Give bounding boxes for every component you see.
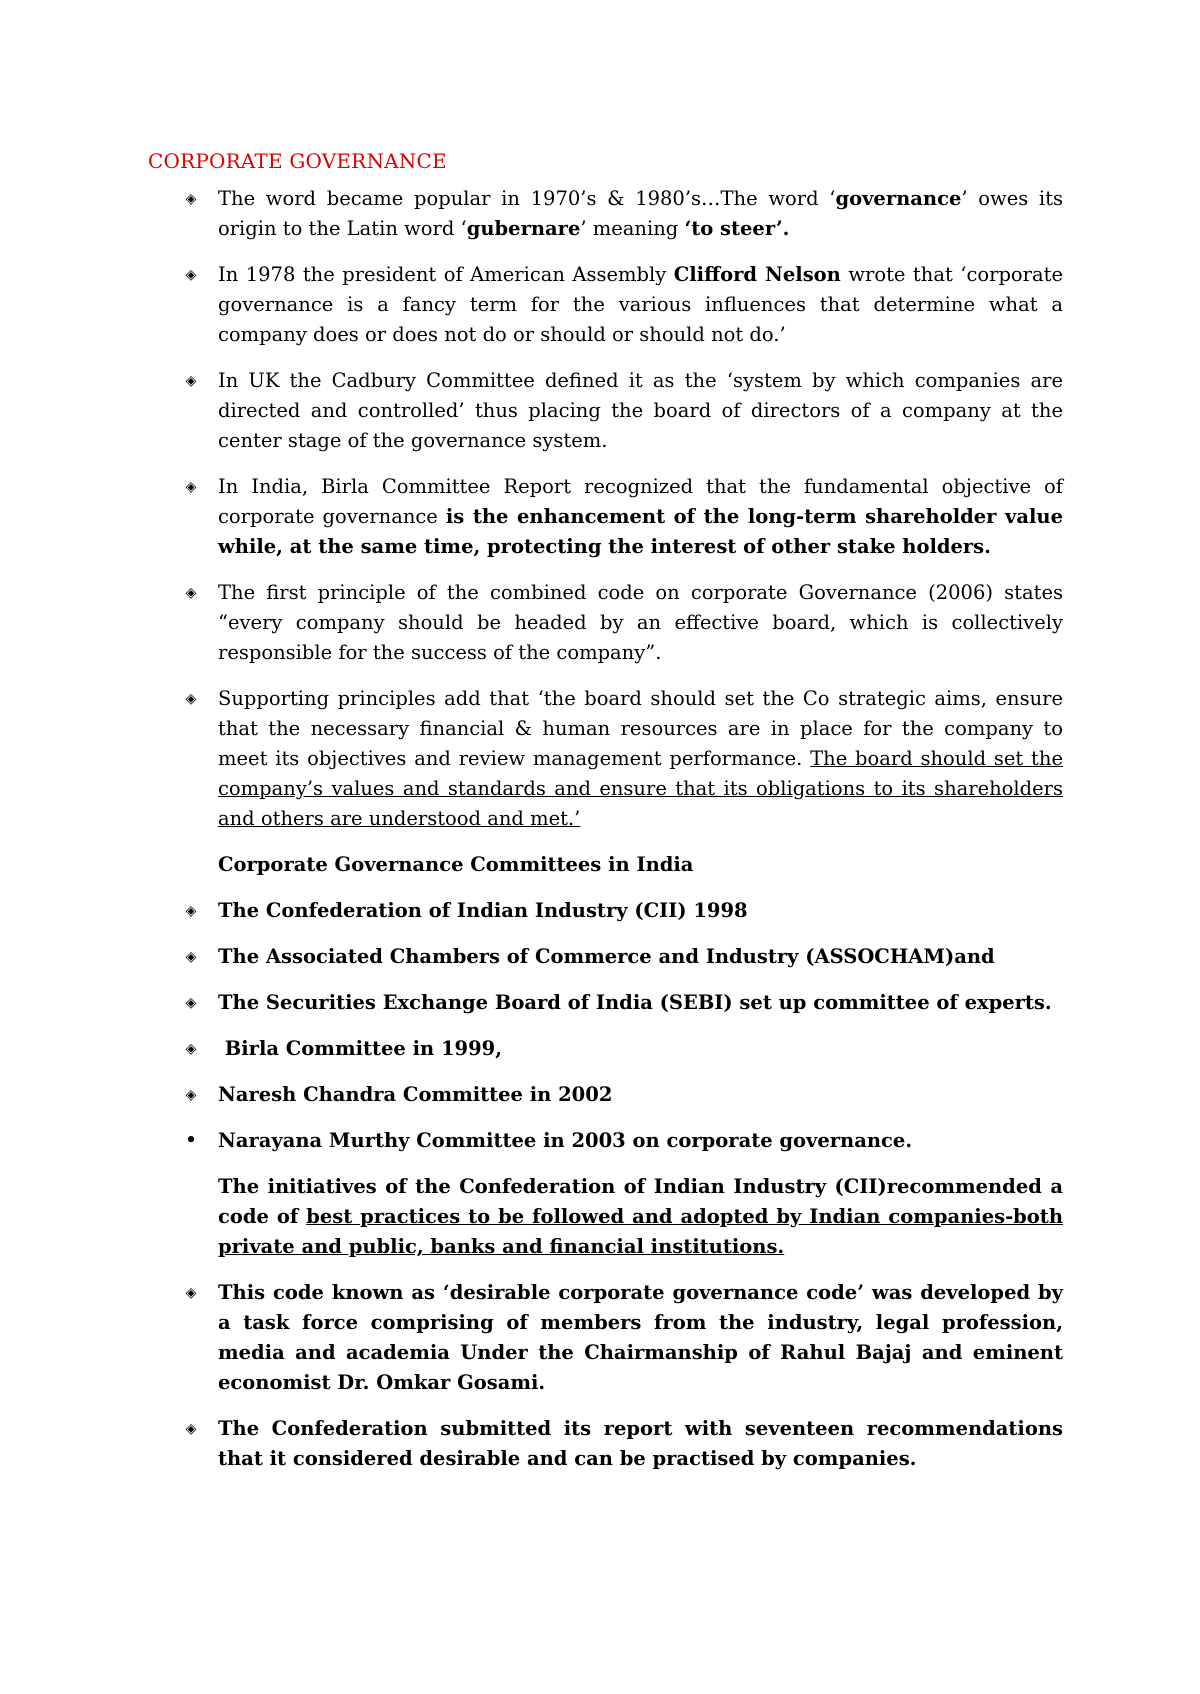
committees-heading: Corporate Governance Committees in India	[218, 853, 694, 876]
diamond-bullet-icon: ◈	[185, 373, 197, 389]
bullet-item: ◈ The first principle of the combined code on corporate Governance (2006) states “every company should be headed by an effective board, which is collectively responsible for the success of the company”.	[148, 578, 1063, 668]
bullet-item: ◈ This code known as ‘desirable corporate governance code’ was developed by a task force comprising of members from the industry, legal profession, media and academia Under the Chairmanship of Rahul Bajaj and eminent economist Dr. Omkar Gosami.	[148, 1278, 1063, 1398]
diamond-bullet-icon: ◈	[185, 903, 197, 919]
committee-item: ◈ The Securities Exchange Board of India (SEBI) set up committee of experts.	[148, 988, 1063, 1018]
dot-bullet-icon: •	[185, 1130, 197, 1151]
document-title: CORPORATE GOVERNANCE	[148, 149, 447, 173]
diamond-bullet-icon: ◈	[185, 1041, 197, 1057]
diamond-bullet-icon: ◈	[185, 191, 197, 207]
diamond-bullet-icon: ◈	[185, 949, 197, 965]
diamond-bullet-icon: ◈	[185, 1087, 197, 1103]
committee-item: ◈ Birla Committee in 1999,	[148, 1034, 1063, 1064]
bullet-item: ◈ The word became popular in 1970’s & 1980’s…The word ‘governance’ owes its origin to the Latin word ‘gubernare’ meaning ‘to steer’.	[148, 184, 1063, 244]
bullet-item: ◈ In India, Birla Committee Report recognized that the fundamental objective of corporate governance is the enhancement of the long-term shareholder value while, at the same time, protecting the interest of other stake holders.	[148, 472, 1063, 562]
committee-item: ◈ Naresh Chandra Committee in 2002	[148, 1080, 1063, 1110]
committee-item: ◈ The Confederation of Indian Industry (CII) 1998	[148, 896, 1063, 926]
diamond-bullet-icon: ◈	[185, 479, 197, 495]
bullet-item: ◈ Supporting principles add that ‘the board should set the Co strategic aims, ensure that the necessary financial & human resources are in place for the company to meet its objectives and review management performance. The board should set the company’s values and standards and ensure that its obligations to its shareholders and others are understood and met.’	[148, 684, 1063, 834]
bullet-item: ◈ In 1978 the president of American Assembly Clifford Nelson wrote that ‘corporate governance is a fancy term for the various influences that determine what a company does or does not do or should or should not do.’	[148, 260, 1063, 350]
bullet-item: ◈ In UK the Cadbury Committee defined it as the ‘system by which companies are directed and controlled’ thus placing the board of directors of a company at the center stage of the governance system.	[148, 366, 1063, 456]
committee-item: ◈ The Associated Chambers of Commerce and Industry (ASSOCHAM)and	[148, 942, 1063, 972]
committee-item: • Narayana Murthy Committee in 2003 on corporate governance.	[148, 1126, 1063, 1156]
diamond-bullet-icon: ◈	[185, 1421, 197, 1437]
cii-paragraph: The initiatives of the Confederation of Indian Industry (CII)recommended a code of best practices to be followed and adopted by Indian companies-both private and public, banks and financial institutions.	[218, 1175, 1063, 1258]
diamond-bullet-icon: ◈	[185, 585, 197, 601]
diamond-bullet-icon: ◈	[185, 267, 197, 283]
document-body	[148, 146, 1063, 1490]
bullet-item: ◈ The Confederation submitted its report with seventeen recommendations that it considered desirable and can be practised by companies.	[148, 1414, 1063, 1474]
diamond-bullet-icon: ◈	[185, 995, 197, 1011]
diamond-bullet-icon: ◈	[185, 1285, 197, 1301]
diamond-bullet-icon: ◈	[185, 691, 197, 707]
